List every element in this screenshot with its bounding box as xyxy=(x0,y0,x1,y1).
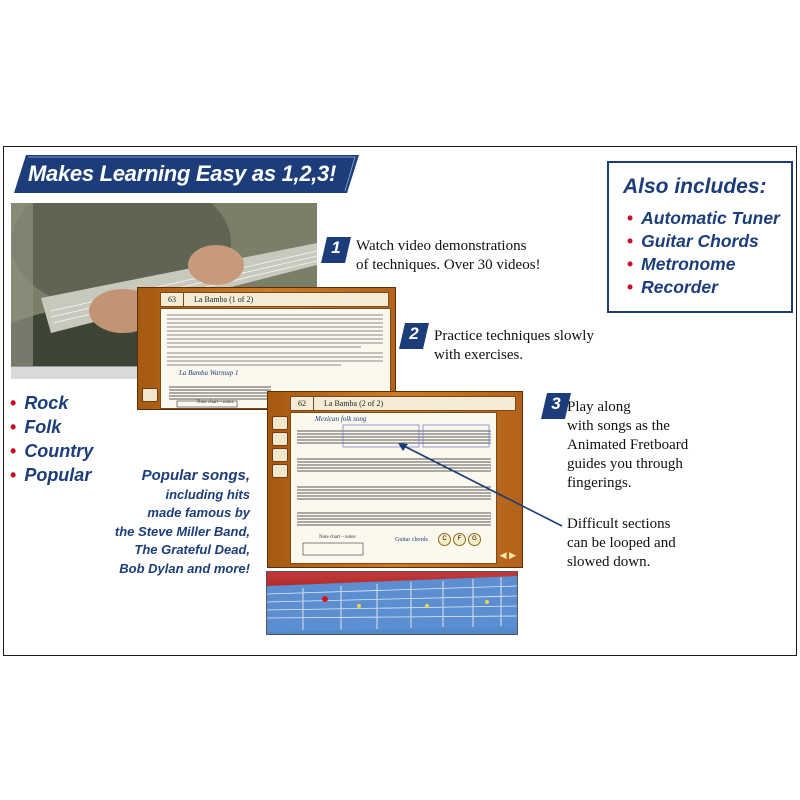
chord-f-button[interactable]: F xyxy=(453,533,466,546)
loop-button[interactable] xyxy=(272,448,288,462)
step-2-badge xyxy=(399,321,429,351)
song-part: (1 of 2) xyxy=(229,295,254,304)
step-1-badge xyxy=(321,235,351,265)
speaker-button[interactable] xyxy=(272,416,288,430)
page-nav-arrows-icon[interactable]: ◀ ▶ xyxy=(499,550,516,560)
callout-line-3: slowed down. xyxy=(567,554,651,570)
feature-item: • Recorder xyxy=(627,277,718,297)
exercise-window-titlebar xyxy=(160,292,389,307)
step-3-line-1: Play along xyxy=(567,399,631,415)
step-2-number: 2 xyxy=(409,324,419,343)
also-includes-heading: Also includes: xyxy=(623,175,767,198)
note-chart-label: Note chart – notes xyxy=(319,535,356,540)
step-2-text xyxy=(434,327,594,365)
also-includes-list xyxy=(627,207,780,299)
play-along-titlebar xyxy=(290,396,516,411)
feature-item: • Guitar Chords xyxy=(627,231,759,251)
feature-item: • Automatic Tuner xyxy=(627,208,780,228)
warmup-label: La Bamba Warmup 1 xyxy=(179,369,239,377)
note-chart-label: Note chart – notes xyxy=(197,400,234,405)
song-title: La Bamba xyxy=(194,295,228,304)
slow-button[interactable] xyxy=(272,464,288,478)
genre-item: • Rock xyxy=(10,393,69,413)
play-button[interactable] xyxy=(272,432,288,446)
step-3-text xyxy=(567,398,688,493)
play-along-window xyxy=(267,391,523,568)
popular-songs-text: Popular songs, including hits made famous by the Steve Miller Band, The Grateful Dead, Bob Dylan and more! xyxy=(114,467,250,576)
step-2-line-1: Practice techniques slowly xyxy=(434,328,594,344)
step-2-line-2: with exercises. xyxy=(434,347,524,363)
song-title: La Bamba xyxy=(324,399,358,408)
page-number: 62 xyxy=(291,397,314,410)
chord-buttons xyxy=(438,533,481,546)
callout-text xyxy=(567,515,676,572)
animated-fretboard xyxy=(266,571,518,635)
also-includes-box xyxy=(607,161,793,313)
genre-list xyxy=(10,391,93,487)
step-3-line-3: Animated Fretboard xyxy=(567,437,689,453)
genre-item: • Country xyxy=(10,441,94,461)
step-3-line-4: guides you through xyxy=(567,456,683,472)
step-3-line-5: fingerings. xyxy=(567,475,632,491)
page-number: 63 xyxy=(161,293,184,306)
header-banner xyxy=(14,155,359,193)
song-part: (2 of 2) xyxy=(359,399,384,408)
speaker-button[interactable] xyxy=(142,388,158,402)
step-1-text xyxy=(356,237,541,275)
genre-item: • Popular xyxy=(10,465,92,485)
step-1-line-1: Watch video demonstrations xyxy=(356,238,527,254)
step-3-line-2: with songs as the xyxy=(567,418,670,434)
feature-item: • Metronome xyxy=(627,254,736,274)
song-subtitle: Mexican folk song xyxy=(315,415,367,423)
chord-g-button[interactable]: G xyxy=(468,533,481,546)
product-panel xyxy=(3,146,797,656)
song-page xyxy=(290,412,497,564)
step-3-number: 3 xyxy=(551,394,561,413)
step-1-number: 1 xyxy=(331,238,341,257)
step-1-line-2: of techniques. Over 30 videos! xyxy=(356,257,541,273)
guitar-chords-label: Guitar chords xyxy=(395,537,428,543)
banner-title: Makes Learning Easy as 1,2,3! xyxy=(28,161,337,186)
genre-item: • Folk xyxy=(10,417,62,437)
callout-line-1: Difficult sections xyxy=(567,516,671,532)
callout-line-2: can be looped and xyxy=(567,535,676,551)
chord-c-button[interactable]: C xyxy=(438,533,451,546)
